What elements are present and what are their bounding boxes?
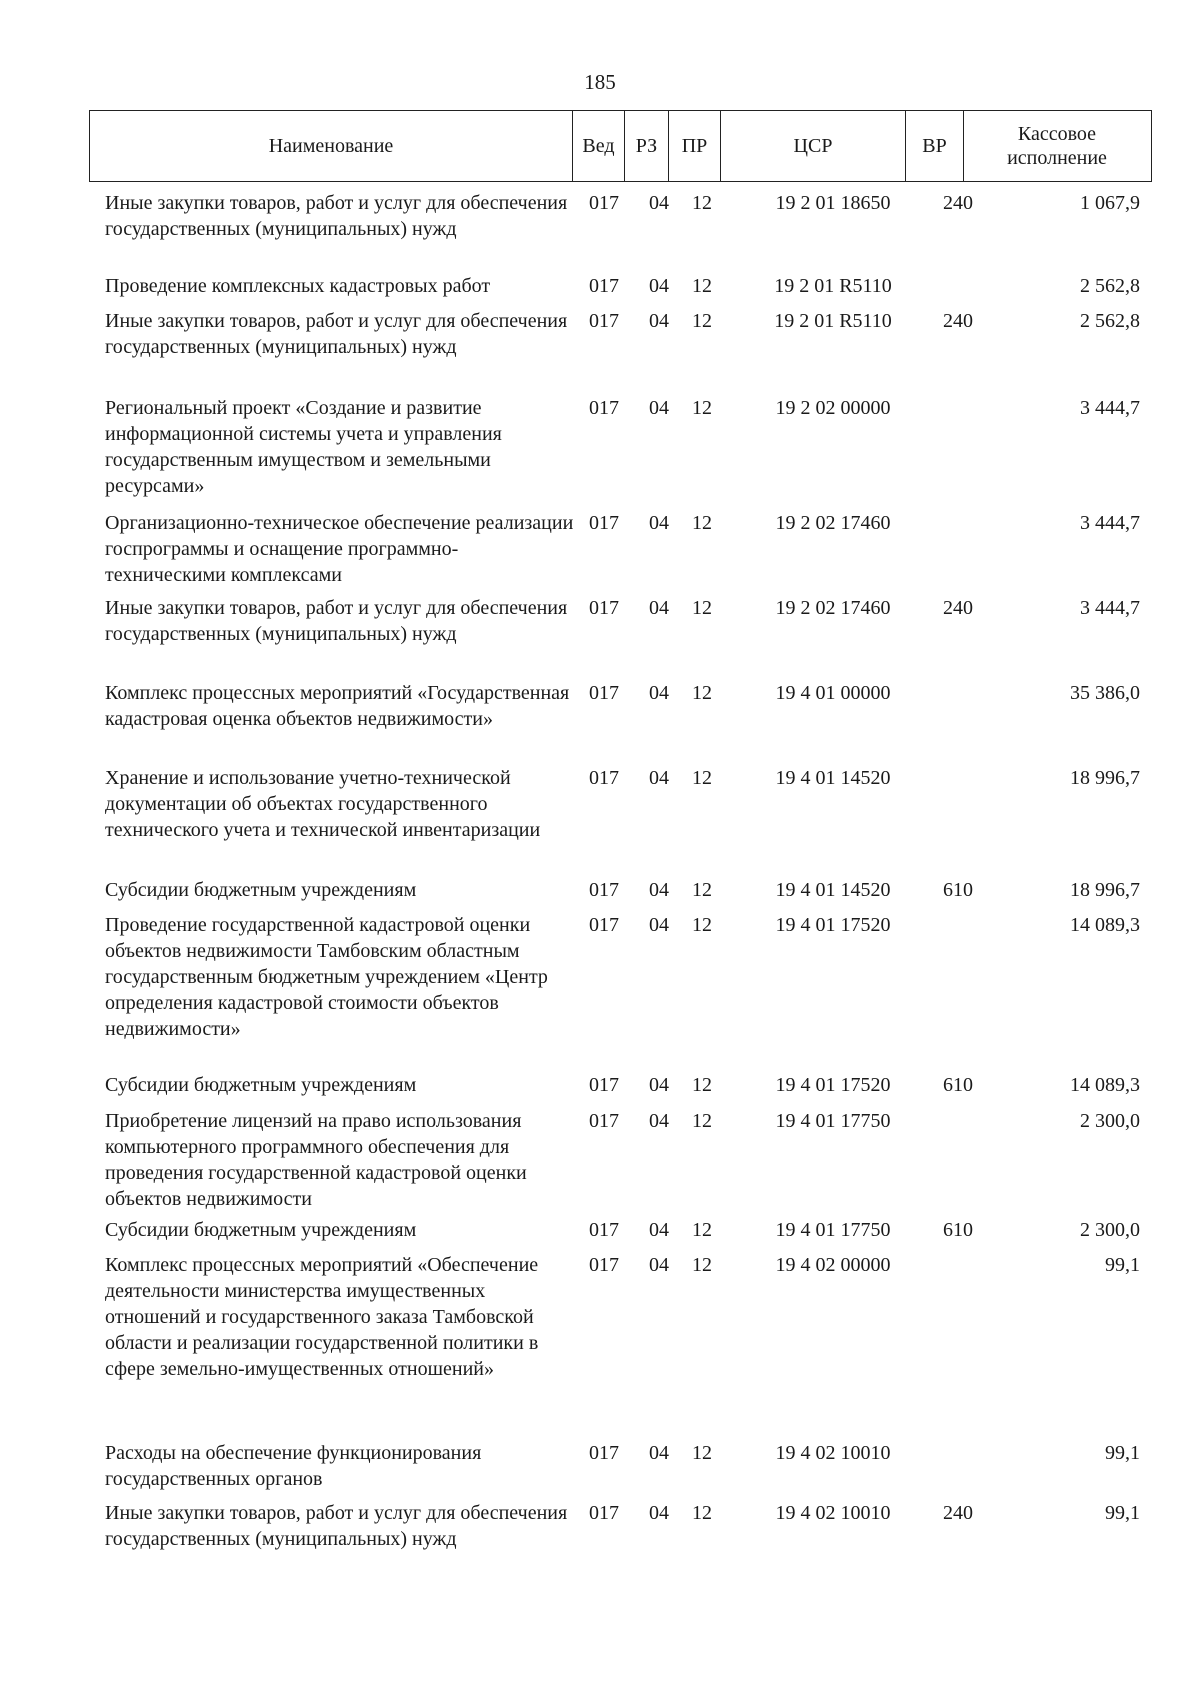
- row-pr: 12: [692, 597, 712, 619]
- row-csr: 19 2 01 18650: [775, 192, 891, 214]
- row-pr: 12: [692, 192, 712, 214]
- row-amount: 14 089,3: [1070, 1074, 1140, 1096]
- row-pr: 12: [692, 397, 712, 419]
- row-rz: 04: [649, 1219, 669, 1241]
- row-csr: 19 4 01 14520: [775, 879, 891, 901]
- row-pr: 12: [692, 682, 712, 704]
- row-csr: 19 2 02 17460: [775, 597, 891, 619]
- row-pr: 12: [692, 767, 712, 789]
- row-name: Проведение государственной кадастровой оценки объектов недвижимости Тамбовским областным государственным бюджетным учреждением «Центр определения кадастровой стоимости объектов недвижимости»: [105, 914, 548, 1040]
- row-amount: 99,1: [1105, 1442, 1140, 1464]
- row-ved: 017: [589, 879, 619, 901]
- row-csr: 19 4 01 17520: [775, 1074, 891, 1096]
- row-amount: 1 067,9: [1080, 192, 1140, 214]
- row-vr: 610: [943, 1219, 973, 1241]
- header-csr: ЦСР: [720, 111, 905, 181]
- row-ved: 017: [589, 1219, 619, 1241]
- row-name: Организационно-техническое обеспечение реализации госпрограммы и оснащение программно-техническими комплексами: [105, 512, 574, 586]
- row-rz: 04: [649, 512, 669, 534]
- row-vr: 240: [943, 597, 973, 619]
- row-pr: 12: [692, 914, 712, 936]
- row-pr: 12: [692, 1254, 712, 1276]
- row-amount: 35 386,0: [1070, 682, 1140, 704]
- row-ved: 017: [589, 275, 619, 297]
- row-rz: 04: [649, 1254, 669, 1276]
- row-rz: 04: [649, 914, 669, 936]
- row-ved: 017: [589, 397, 619, 419]
- row-name: Хранение и использование учетно-технической документации об объектах государственного технического учета и технической инвентаризации: [105, 767, 541, 841]
- row-pr: 12: [692, 1219, 712, 1241]
- row-ved: 017: [589, 1442, 619, 1464]
- row-rz: 04: [649, 1502, 669, 1524]
- row-rz: 04: [649, 1074, 669, 1096]
- row-amount: 2 300,0: [1080, 1110, 1140, 1132]
- row-rz: 04: [649, 275, 669, 297]
- page-number: 185: [584, 70, 616, 94]
- row-rz: 04: [649, 597, 669, 619]
- row-ved: 017: [589, 1502, 619, 1524]
- row-pr: 12: [692, 310, 712, 332]
- row-csr: 19 4 01 14520: [775, 767, 891, 789]
- row-ved: 017: [589, 767, 619, 789]
- row-vr: 240: [943, 1502, 973, 1524]
- row-vr: 240: [943, 192, 973, 214]
- row-pr: 12: [692, 879, 712, 901]
- row-amount: 2 300,0: [1080, 1219, 1140, 1241]
- row-name: Иные закупки товаров, работ и услуг для обеспечения государственных (муниципальных) нужд: [105, 192, 568, 240]
- row-amount: 99,1: [1105, 1502, 1140, 1524]
- row-name: Субсидии бюджетным учреждениям: [105, 879, 417, 901]
- row-name: Иные закупки товаров, работ и услуг для обеспечения государственных (муниципальных) нужд: [105, 597, 568, 645]
- row-pr: 12: [692, 1110, 712, 1132]
- row-ved: 017: [589, 914, 619, 936]
- row-rz: 04: [649, 1110, 669, 1132]
- row-rz: 04: [649, 397, 669, 419]
- row-name: Проведение комплексных кадастровых работ: [105, 275, 491, 297]
- row-rz: 04: [649, 310, 669, 332]
- header-amount: Кассовое исполнение: [963, 111, 1150, 181]
- row-csr: 19 4 01 17750: [775, 1219, 891, 1241]
- row-csr: 19 2 01 R5110: [774, 275, 892, 297]
- row-name: Расходы на обеспечение функционирования государственных органов: [105, 1442, 482, 1490]
- row-ved: 017: [589, 310, 619, 332]
- row-pr: 12: [692, 1502, 712, 1524]
- header-vr: ВР: [905, 111, 963, 181]
- row-amount: 3 444,7: [1080, 512, 1140, 534]
- row-amount: 3 444,7: [1080, 397, 1140, 419]
- row-ved: 017: [589, 192, 619, 214]
- row-amount: 2 562,8: [1080, 275, 1140, 297]
- row-rz: 04: [649, 1442, 669, 1464]
- row-amount: 2 562,8: [1080, 310, 1140, 332]
- row-csr: 19 4 01 17520: [775, 914, 891, 936]
- header-ved: Вед: [572, 111, 624, 181]
- row-name: Комплекс процессных мероприятий «Государственная кадастровая оценка объектов недвижимости»: [105, 682, 570, 730]
- row-name: Комплекс процессных мероприятий «Обеспечение деятельности министерства имущественных отношений и государственного заказа Тамбовской области и реализации государственной политики в сфере земельно-имущественных отношений»: [105, 1254, 539, 1380]
- row-amount: 3 444,7: [1080, 597, 1140, 619]
- row-name: Приобретение лицензий на право использования компьютерного программного обеспечения для проведения государственной кадастровой оценки объектов недвижимости: [105, 1110, 527, 1210]
- row-ved: 017: [589, 597, 619, 619]
- row-name: Субсидии бюджетным учреждениям: [105, 1074, 417, 1096]
- row-pr: 12: [692, 512, 712, 534]
- row-rz: 04: [649, 682, 669, 704]
- row-vr: 610: [943, 879, 973, 901]
- row-csr: 19 2 02 00000: [775, 397, 891, 419]
- row-pr: 12: [692, 1442, 712, 1464]
- row-amount: 18 996,7: [1070, 767, 1140, 789]
- row-csr: 19 4 02 00000: [775, 1254, 891, 1276]
- row-amount: 18 996,7: [1070, 879, 1140, 901]
- row-rz: 04: [649, 767, 669, 789]
- row-csr: 19 2 02 17460: [775, 512, 891, 534]
- row-pr: 12: [692, 275, 712, 297]
- row-csr: 19 4 01 17750: [775, 1110, 891, 1132]
- row-name: Иные закупки товаров, работ и услуг для обеспечения государственных (муниципальных) нужд: [105, 310, 568, 358]
- row-amount: 14 089,3: [1070, 914, 1140, 936]
- row-ved: 017: [589, 1074, 619, 1096]
- row-ved: 017: [589, 512, 619, 534]
- row-amount: 99,1: [1105, 1254, 1140, 1276]
- row-ved: 017: [589, 682, 619, 704]
- row-pr: 12: [692, 1074, 712, 1096]
- row-csr: 19 4 02 10010: [775, 1502, 891, 1524]
- row-vr: 610: [943, 1074, 973, 1096]
- header-pr: ПР: [668, 111, 720, 181]
- header-name: Наименование: [268, 135, 394, 157]
- row-csr: 19 2 01 R5110: [774, 310, 892, 332]
- row-ved: 017: [589, 1254, 619, 1276]
- row-vr: 240: [943, 310, 973, 332]
- table-header: [89, 110, 1152, 182]
- row-name: Иные закупки товаров, работ и услуг для обеспечения государственных (муниципальных) нужд: [105, 1502, 568, 1550]
- row-csr: 19 4 01 00000: [775, 682, 891, 704]
- header-rz: РЗ: [624, 111, 668, 181]
- row-name: Региональный проект «Создание и развитие информационной системы учета и управления государственным имуществом и земельными ресурсами»: [105, 397, 502, 497]
- row-rz: 04: [649, 879, 669, 901]
- row-name: Субсидии бюджетным учреждениям: [105, 1219, 417, 1241]
- row-rz: 04: [649, 192, 669, 214]
- row-ved: 017: [589, 1110, 619, 1132]
- row-csr: 19 4 02 10010: [775, 1442, 891, 1464]
